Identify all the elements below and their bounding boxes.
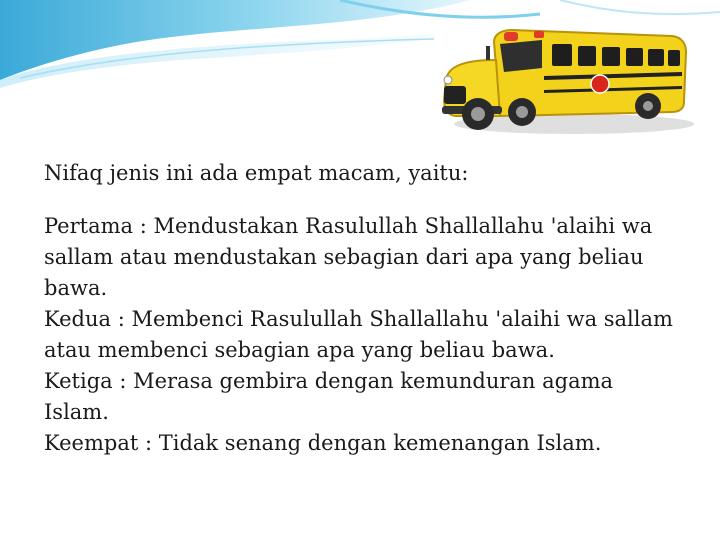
list-item-ketiga: Ketiga : Merasa gembira dengan kemunduran agama Islam. [44, 369, 614, 424]
list-item-kedua: Kedua : Membenci Rasulullah Shallallahu 'alaihi wa sallam atau membenci sebagian apa yang beliau bawa. [44, 307, 673, 362]
intro-text: Nifaq jenis ini ada empat macam, yaitu: [44, 161, 469, 185]
school-bus-icon [434, 20, 696, 138]
list-item-pertama: Pertama : Mendustakan Rasulullah Shallallahu 'alaihi wa sallam atau mendustakan sebagian dari apa yang beliau bawa. [44, 214, 653, 300]
slide-body [44, 158, 684, 459]
school-bus-image [434, 20, 696, 138]
list-item-keempat: Keempat : Tidak senang dengan kemenangan Islam. [44, 431, 602, 455]
